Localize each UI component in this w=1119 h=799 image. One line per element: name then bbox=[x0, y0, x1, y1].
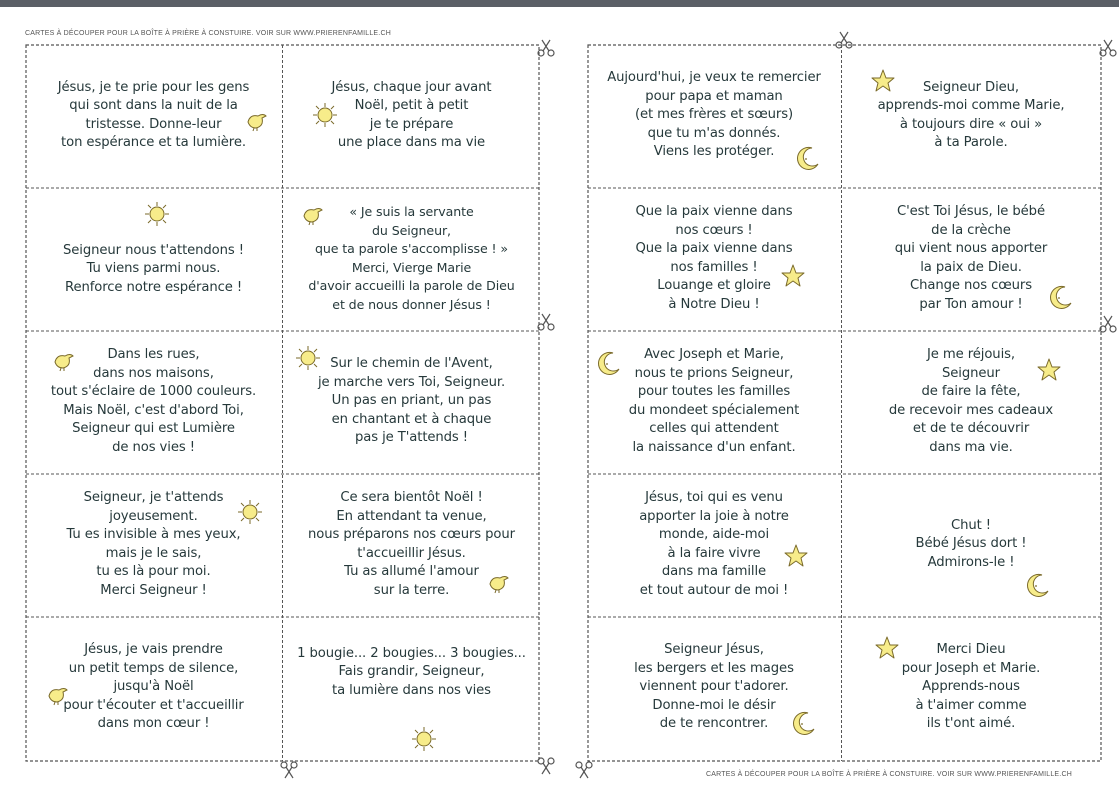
prayer-text: Avec Joseph et Marie, nous te prions Seigneur, pour toutes les familles du mondeet spécialement celles qui attendent la naissance d'un enfant. bbox=[628, 347, 800, 455]
header-text-bottom: CARTES À DÉCOUPER POUR LA BOÎTE À PRIÈRE À CONSTUIRE. VOIR SUR WWW.PRIERENFAMILLE.CH bbox=[706, 771, 1072, 778]
prayer-text: Jésus, chaque jour avant Noël, petit à petit je te prépare une place dans ma vie bbox=[331, 79, 492, 150]
moon-icon bbox=[1048, 284, 1074, 310]
star-icon bbox=[780, 263, 806, 289]
prayer-text: Seigneur nous t'attendons ! Tu viens parmi nous. Renforce notre espérance ! bbox=[63, 242, 244, 295]
prayer-card bbox=[283, 473, 540, 616]
moon-icon bbox=[791, 710, 817, 736]
moon-icon bbox=[596, 350, 622, 376]
prayer-text: Que la paix vienne dans nos cœurs ! Que la paix vienne dans nos familles ! Louange et gloire à Notre Dieu ! bbox=[635, 204, 793, 312]
sun-icon bbox=[411, 726, 437, 752]
prayer-text: Seigneur, je t'attends joyeusement. Tu es invisible à mes yeux, mais je le sais, tu es là pour moi. Merci Seigneur ! bbox=[66, 490, 241, 598]
scissors-icon bbox=[1098, 314, 1118, 334]
prayer-card bbox=[842, 330, 1100, 473]
header-text-top: CARTES À DÉCOUPER POUR LA BOÎTE À PRIÈRE À CONSTUIRE. VOIR SUR WWW.PRIERENFAMILLE.CH bbox=[25, 30, 391, 37]
prayer-text: Dans les rues, dans nos maisons, tout s'éclaire de 1000 couleurs. Mais Noël, c'est d'abord Toi, Seigneur qui est Lumière de nos vies ! bbox=[50, 347, 257, 455]
prayer-text: Chut ! Bébé Jésus dort ! Admirons-le ! bbox=[915, 517, 1027, 570]
prayer-text: Seigneur Jésus, les bergers et les mages viennent pour t'adorer. Donne-moi le désir de te rencontrer. bbox=[634, 642, 794, 732]
prayer-card bbox=[587, 187, 841, 330]
prayer-card bbox=[842, 473, 1100, 616]
card-sheet-right bbox=[587, 44, 1102, 762]
star-icon bbox=[874, 635, 900, 661]
sun-icon bbox=[312, 102, 338, 128]
bird-icon bbox=[244, 110, 268, 132]
scissors-icon bbox=[279, 760, 299, 780]
bird-icon bbox=[51, 350, 75, 372]
prayer-text: 1 bougie... 2 bougies... 3 bougies... Fais grandir, Seigneur, ta lumière dans nos vies bbox=[297, 645, 526, 698]
prayer-card bbox=[25, 473, 282, 616]
scissors-icon bbox=[536, 312, 556, 332]
moon-icon bbox=[1025, 572, 1051, 598]
scissors-icon bbox=[834, 30, 854, 50]
bird-icon bbox=[300, 204, 324, 226]
bird-icon bbox=[45, 684, 69, 706]
prayer-text: C'est Toi Jésus, le bébé de la crèche qui vient nous apporter la paix de Dieu. Change nos cœurs par Ton amour ! bbox=[894, 204, 1048, 312]
prayer-text: Je me réjouis, Seigneur de faire la fête, de recevoir mes cadeaux et de te découvrir dans ma vie. bbox=[888, 347, 1054, 455]
viewer-top-bar bbox=[0, 0, 1119, 7]
prayer-text: « Je suis la servante du Seigneur, que ta parole s'accomplisse ! » Merci, Vierge Marie d'avoir accueilli la parole de Dieu et de nous donner Jésus ! bbox=[308, 204, 515, 312]
scissors-icon bbox=[536, 756, 556, 776]
prayer-card bbox=[842, 44, 1100, 187]
scissors-icon bbox=[1098, 38, 1118, 58]
prayer-text: Seigneur Dieu, apprends-moi comme Marie, à toujours dire « oui » à ta Parole. bbox=[877, 79, 1065, 150]
prayer-text: Sur le chemin de l'Avent, je marche vers Toi, Seigneur. Un pas en priant, un pas en chantant et à chaque pas je T'attends ! bbox=[317, 356, 506, 446]
star-icon bbox=[1036, 357, 1062, 383]
sun-icon bbox=[237, 499, 263, 525]
bird-icon bbox=[486, 572, 510, 594]
moon-icon bbox=[795, 145, 821, 171]
scissors-icon bbox=[536, 38, 556, 58]
prayer-card bbox=[587, 330, 841, 473]
card-sheet-left bbox=[25, 44, 540, 762]
prayer-text: Aujourd'hui, je veux te remercier pour papa et maman (et mes frères et sœurs) que tu m'as donnés. Viens les protéger. bbox=[607, 70, 821, 160]
prayer-text: Jésus, je te prie pour les gens qui sont dans la nuit de la tristesse. Donne-leur ton espérance et ta lumière. bbox=[57, 79, 250, 150]
prayer-text: Jésus, toi qui es venu apporter la joie à notre monde, aide-moi à la faire vivre dans ma famille et tout autour de moi ! bbox=[639, 490, 789, 598]
star-icon bbox=[870, 68, 896, 94]
prayer-card bbox=[587, 616, 841, 759]
sun-icon bbox=[144, 201, 170, 227]
prayer-card bbox=[283, 330, 540, 473]
prayer-text: Jésus, je vais prendre un petit temps de silence, jusqu'à Noël pour t'écouter et t'accueillir dans mon cœur ! bbox=[63, 642, 244, 732]
prayer-text: Merci Dieu pour Joseph et Marie. Apprends-nous à t'aimer comme ils t'ont aimé. bbox=[901, 642, 1041, 732]
scissors-icon bbox=[574, 760, 594, 780]
star-icon bbox=[783, 543, 809, 569]
sun-icon bbox=[295, 345, 321, 371]
prayer-text: Ce sera bientôt Noël ! En attendant ta venue, nous préparons nos cœurs pour t'accueillir Jésus. Tu as allumé l'amour sur la terre. bbox=[308, 490, 515, 598]
